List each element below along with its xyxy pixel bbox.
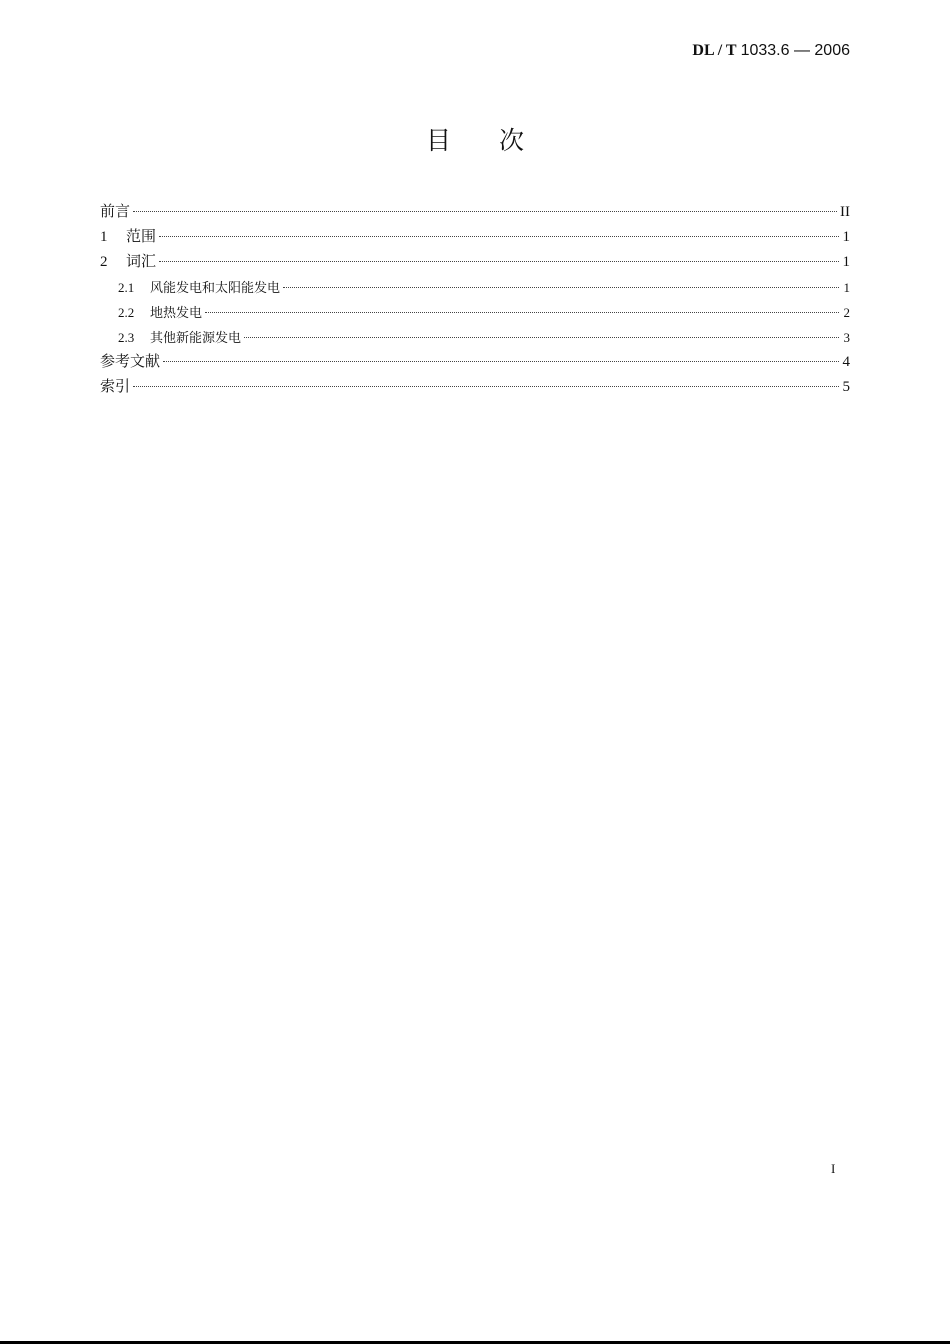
toc-page-number: 3 <box>843 330 850 345</box>
toc-leader <box>133 211 837 212</box>
toc-page-number: 1 <box>842 229 850 245</box>
page-title <box>0 121 950 157</box>
toc-page-number: 5 <box>842 379 850 395</box>
toc-entry-wind-solar[interactable] <box>100 275 850 300</box>
toc-leader <box>163 361 839 362</box>
toc-leader <box>283 287 839 288</box>
toc-entry-number: 2 <box>100 254 108 270</box>
toc-entry-foreword[interactable] <box>100 200 850 225</box>
toc-entry-scope[interactable] <box>100 225 850 250</box>
title-char-1: 目 <box>425 126 451 155</box>
standard-prefix: DL / T <box>692 42 737 59</box>
toc-page-number: 2 <box>843 305 850 320</box>
toc-entry-geothermal[interactable] <box>100 300 850 325</box>
toc-entry-references[interactable] <box>100 350 850 375</box>
toc-leader <box>244 337 839 338</box>
toc-entry-number: 2.3 <box>118 330 135 345</box>
toc-entry-label: 参考文献 <box>100 354 161 370</box>
toc-page-number: II <box>840 204 850 220</box>
standard-number: 1033.6 — 2006 <box>740 42 850 59</box>
toc-entry-vocabulary[interactable] <box>100 250 850 275</box>
toc-entry-number: 1 <box>100 229 108 245</box>
toc-entry-label: 范围 <box>126 229 157 245</box>
standard-code <box>692 42 850 60</box>
toc-leader <box>159 236 839 237</box>
toc-entry-label: 索引 <box>100 379 131 395</box>
page-number: I <box>831 1161 836 1176</box>
toc-leader <box>205 312 839 313</box>
toc-entry-label: 前言 <box>100 204 131 220</box>
toc-entry-number: 2.1 <box>118 280 135 295</box>
toc-leader <box>159 261 839 262</box>
toc-entry-label: 地热发电 <box>150 305 203 320</box>
toc-leader <box>133 386 839 387</box>
toc-entry-other-new-energy[interactable] <box>100 325 850 350</box>
toc-page-number: 4 <box>842 354 850 370</box>
title-char-2: 次 <box>499 126 525 155</box>
table-of-contents <box>100 200 850 400</box>
toc-entry-label: 其他新能源发电 <box>150 330 242 345</box>
toc-entry-label: 风能发电和太阳能发电 <box>150 280 281 295</box>
toc-page-number: 1 <box>843 280 850 295</box>
toc-page-number: 1 <box>842 254 850 270</box>
toc-entry-index[interactable] <box>100 375 850 400</box>
toc-entry-label: 词汇 <box>126 254 157 270</box>
toc-entry-number: 2.2 <box>118 305 135 320</box>
